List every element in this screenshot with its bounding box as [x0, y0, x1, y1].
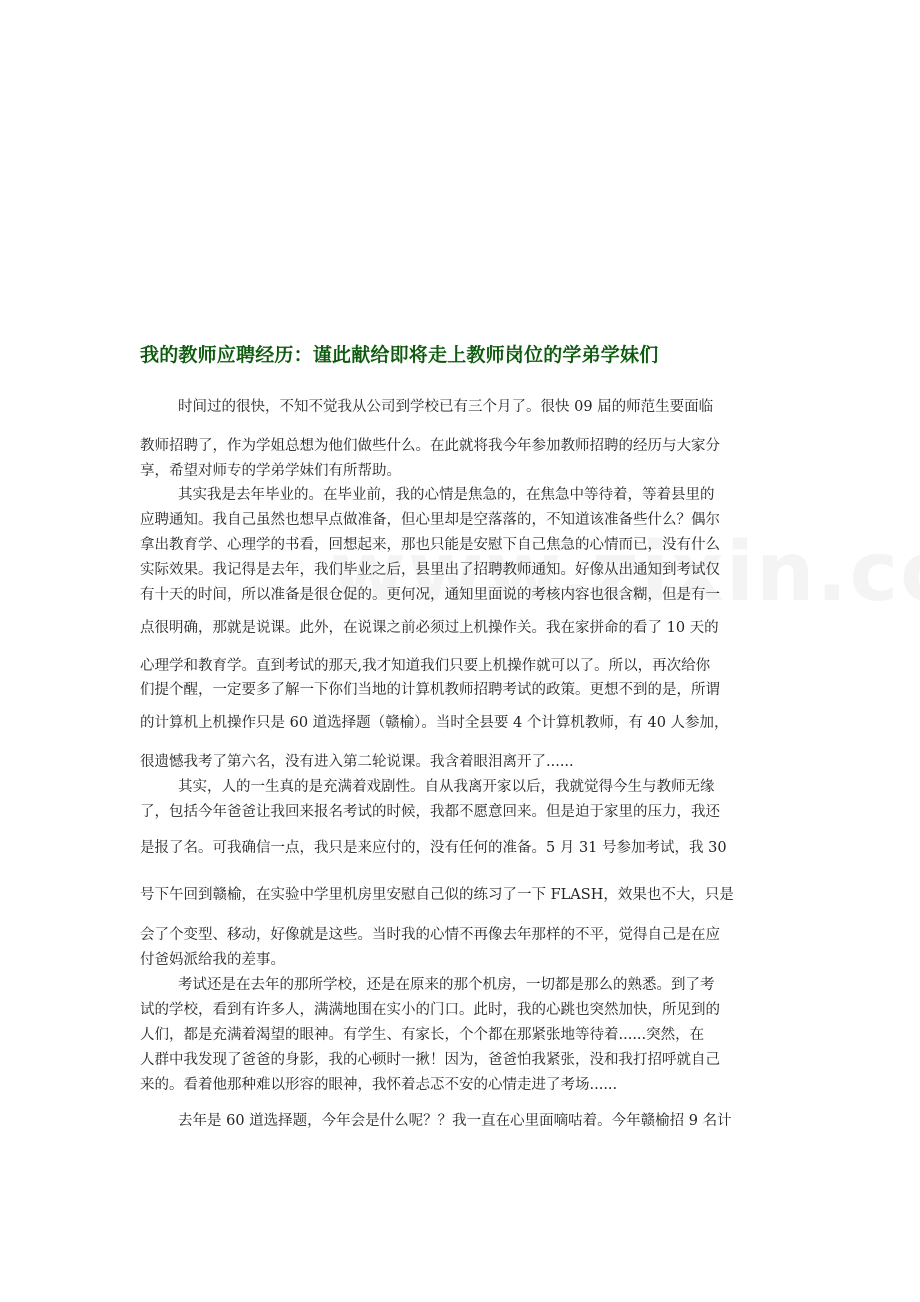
- paragraph-line: 号下午回到赣榆，在实验中学里机房里安慰自己似的练习了一下 FLASH，效果也不大，只是: [140, 887, 734, 903]
- paragraph-line: 其实我是去年毕业的。在毕业前，我的心情是焦急的，在焦急中等待着，等着县里的: [178, 487, 715, 503]
- paragraph-line: 人们，都是充满着渴望的眼神。有学生、有家长，个个都在那紧张地等待着......突然，在: [140, 1027, 705, 1043]
- paragraph-line: 心理学和教育学。直到考试的那天,我才知道我们只要上机操作就可以了。所以，再次给你: [140, 658, 711, 674]
- paragraph-line: 去年是 60 道选择题，今年会是什么呢？？我一直在心里面嘀咕着。今年赣榆招 9 名计: [178, 1113, 732, 1129]
- paragraph-line: 点很明确，那就是说课。此外，在说课之前必须过上机操作关。我在家拼命的看了 10 天的: [140, 620, 719, 636]
- paragraph-line: 付爸妈派给我的差事。: [140, 952, 285, 968]
- paragraph-line: 人群中我发现了爸爸的身影，我的心顿时一揪！因为，爸爸怕我紧张，没和我打招呼就自己: [140, 1052, 720, 1068]
- paragraph-line: 们提个醒，一定要多了解一下你们当地的计算机教师招聘考试的政策。更想不到的是，所谓: [140, 682, 720, 698]
- paragraph-line: 有十天的时间，所以准备是很仓促的。更何况，通知里面说的考核内容也很含糊，但是有一: [140, 587, 720, 603]
- document-title: 我的教师应聘经历：谨此献给即将走上教师岗位的学弟学妹们: [140, 344, 659, 366]
- paragraph-line: 时间过的很快，不知不觉我从公司到学校已有三个月了。很快 09 届的师范生要面临: [178, 399, 714, 415]
- paragraph-line: 教师招聘了，作为学姐总想为他们做些什么。在此就将我今年参加教师招聘的经历与大家分: [140, 438, 720, 454]
- paragraph-line: 了，包括今年爸爸让我回来报名考试的时候，我都不愿意回来。但是迫于家里的压力，我还: [140, 804, 720, 820]
- paragraph-line: 应聘通知。我自己虽然也想早点做准备，但心里却是空落落的，不知道该准备些什么？偶尔: [140, 512, 720, 528]
- paragraph-line: 试的学校，看到有许多人，满满地围在实小的门口。此时，我的心跳也突然加快，所见到的: [140, 1002, 720, 1018]
- paragraph-line: 拿出教育学、心理学的书看，回想起来，那也只能是安慰下自己焦急的心情而已，没有什么: [140, 537, 720, 553]
- paragraph-line: 考试还是在去年的那所学校，还是在原来的那个机房，一切都是那么的熟悉。到了考: [178, 977, 715, 993]
- paragraph-line: 实际效果。我记得是去年，我们毕业之后，县里出了招聘教师通知。好像从出通知到考试仅: [140, 562, 720, 578]
- paragraph-line: 是报了名。可我确信一点，我只是来应付的，没有任何的准备。5 月 31 号参加考试，我 30: [140, 840, 727, 856]
- paragraph-line: 享，希望对师专的学弟学妹们有所帮助。: [140, 463, 401, 479]
- paragraph-line: 很遗憾我考了第六名，没有进入第二轮说课。我含着眼泪离开了......: [140, 754, 574, 770]
- paragraph-line: 来的。看着他那种难以形容的眼神，我怀着忐忑不安的心情走进了考场......: [140, 1077, 618, 1093]
- paragraph-line: 的计算机上机操作只是 60 道选择题（赣榆）。当时全县要 4 个计算机教师，有 40 人参加，: [140, 715, 729, 731]
- paragraph-line: 会了个变型、移动，好像就是这些。当时我的心情不再像去年那样的不平，觉得自己是在应: [140, 927, 720, 943]
- paragraph-line: 其实，人的一生真的是充满着戏剧性。自从我离开家以后，我就觉得今生与教师无缘: [178, 779, 715, 795]
